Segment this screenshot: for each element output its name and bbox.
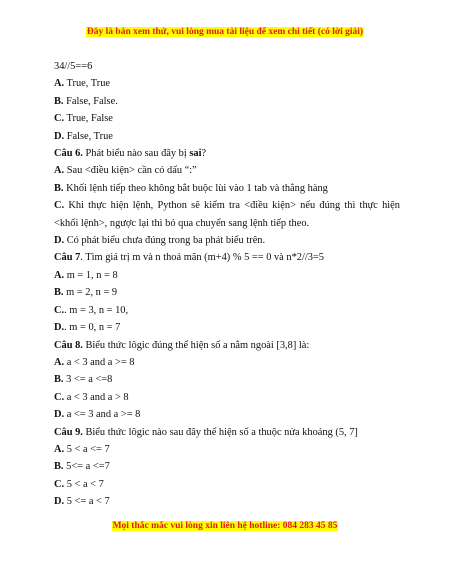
q5-option-c: C. True, False bbox=[54, 113, 113, 125]
q8-option-a: A. a < 3 and a >= 8 bbox=[54, 356, 135, 368]
q8-question: Câu 8. Biểu thức lôgic đúng thể hiện số a nằm ngoài [3,8] là: bbox=[54, 339, 310, 351]
q8-option-b: B. 3 <= a <=8 bbox=[54, 374, 113, 386]
q8-option-d: D. a <= 3 and a >= 8 bbox=[54, 409, 141, 421]
q6-option-c: C. Khi thực hiện lệnh, Python sẽ kiểm tra <điều kiện> nếu đúng thì thực hiện <khối lệnh>, ngược lại thì bỏ qua chuyển sang lệnh tiếp theo. bbox=[54, 200, 400, 229]
q6-option-b: B. Khối lệnh tiếp theo không bắt buộc lùi vào 1 tab và thẳng hàng bbox=[54, 182, 328, 194]
q6-question: Câu 6. Phát biểu nào sau đây bị sai? bbox=[54, 148, 207, 160]
preview-banner bbox=[0, 27, 450, 37]
q9-question: Câu 9. Biểu thức lôgic nào sau đây thể hiện số a thuộc nửa khoảng (5, 7] bbox=[54, 426, 358, 438]
hotline-banner bbox=[0, 521, 450, 531]
q6-option-a: A. Sau <điều kiện> cần có dấu “:” bbox=[54, 165, 197, 177]
q8-option-c: C. a < 3 and a > 8 bbox=[54, 391, 129, 403]
q5-option-b: B. False, False. bbox=[54, 95, 118, 107]
preview-banner-text: Đây là bản xem thử, vui lòng mua tài liệu để xem chi tiết (có lời giải) bbox=[86, 27, 364, 37]
q5-expression: 34//5==6 bbox=[54, 61, 93, 72]
hotline-banner-text: Mọi thắc mắc vui lòng xin liên hệ hotline: 084 283 45 85 bbox=[112, 521, 338, 531]
document-body bbox=[54, 58, 400, 511]
q5-option-a: A. True, True bbox=[54, 78, 111, 90]
q6-option-d: D. Có phát biểu chưa đúng trong ba phát biểu trên. bbox=[54, 235, 266, 247]
q9-option-c: C. 5 < a < 7 bbox=[54, 478, 104, 490]
q7-question: Câu 7. Tìm giá trị m và n thoả mãn (m+4) % 5 == 0 và n*2//3=5 bbox=[54, 252, 325, 264]
q7-option-b: B. m = 2, n = 9 bbox=[54, 287, 118, 299]
q9-option-b: B. 5<= a <=7 bbox=[54, 461, 110, 473]
q9-option-a: A. 5 < a <= 7 bbox=[54, 443, 110, 455]
q7-option-a: A. m = 1, n = 8 bbox=[54, 269, 118, 281]
q7-option-c: C.. m = 3, n = 10, bbox=[54, 304, 129, 316]
q5-option-d: D. False, True bbox=[54, 130, 113, 142]
q9-option-d: D. 5 <= a < 7 bbox=[54, 496, 110, 508]
q7-option-d: D.. m = 0, n = 7 bbox=[54, 322, 121, 334]
